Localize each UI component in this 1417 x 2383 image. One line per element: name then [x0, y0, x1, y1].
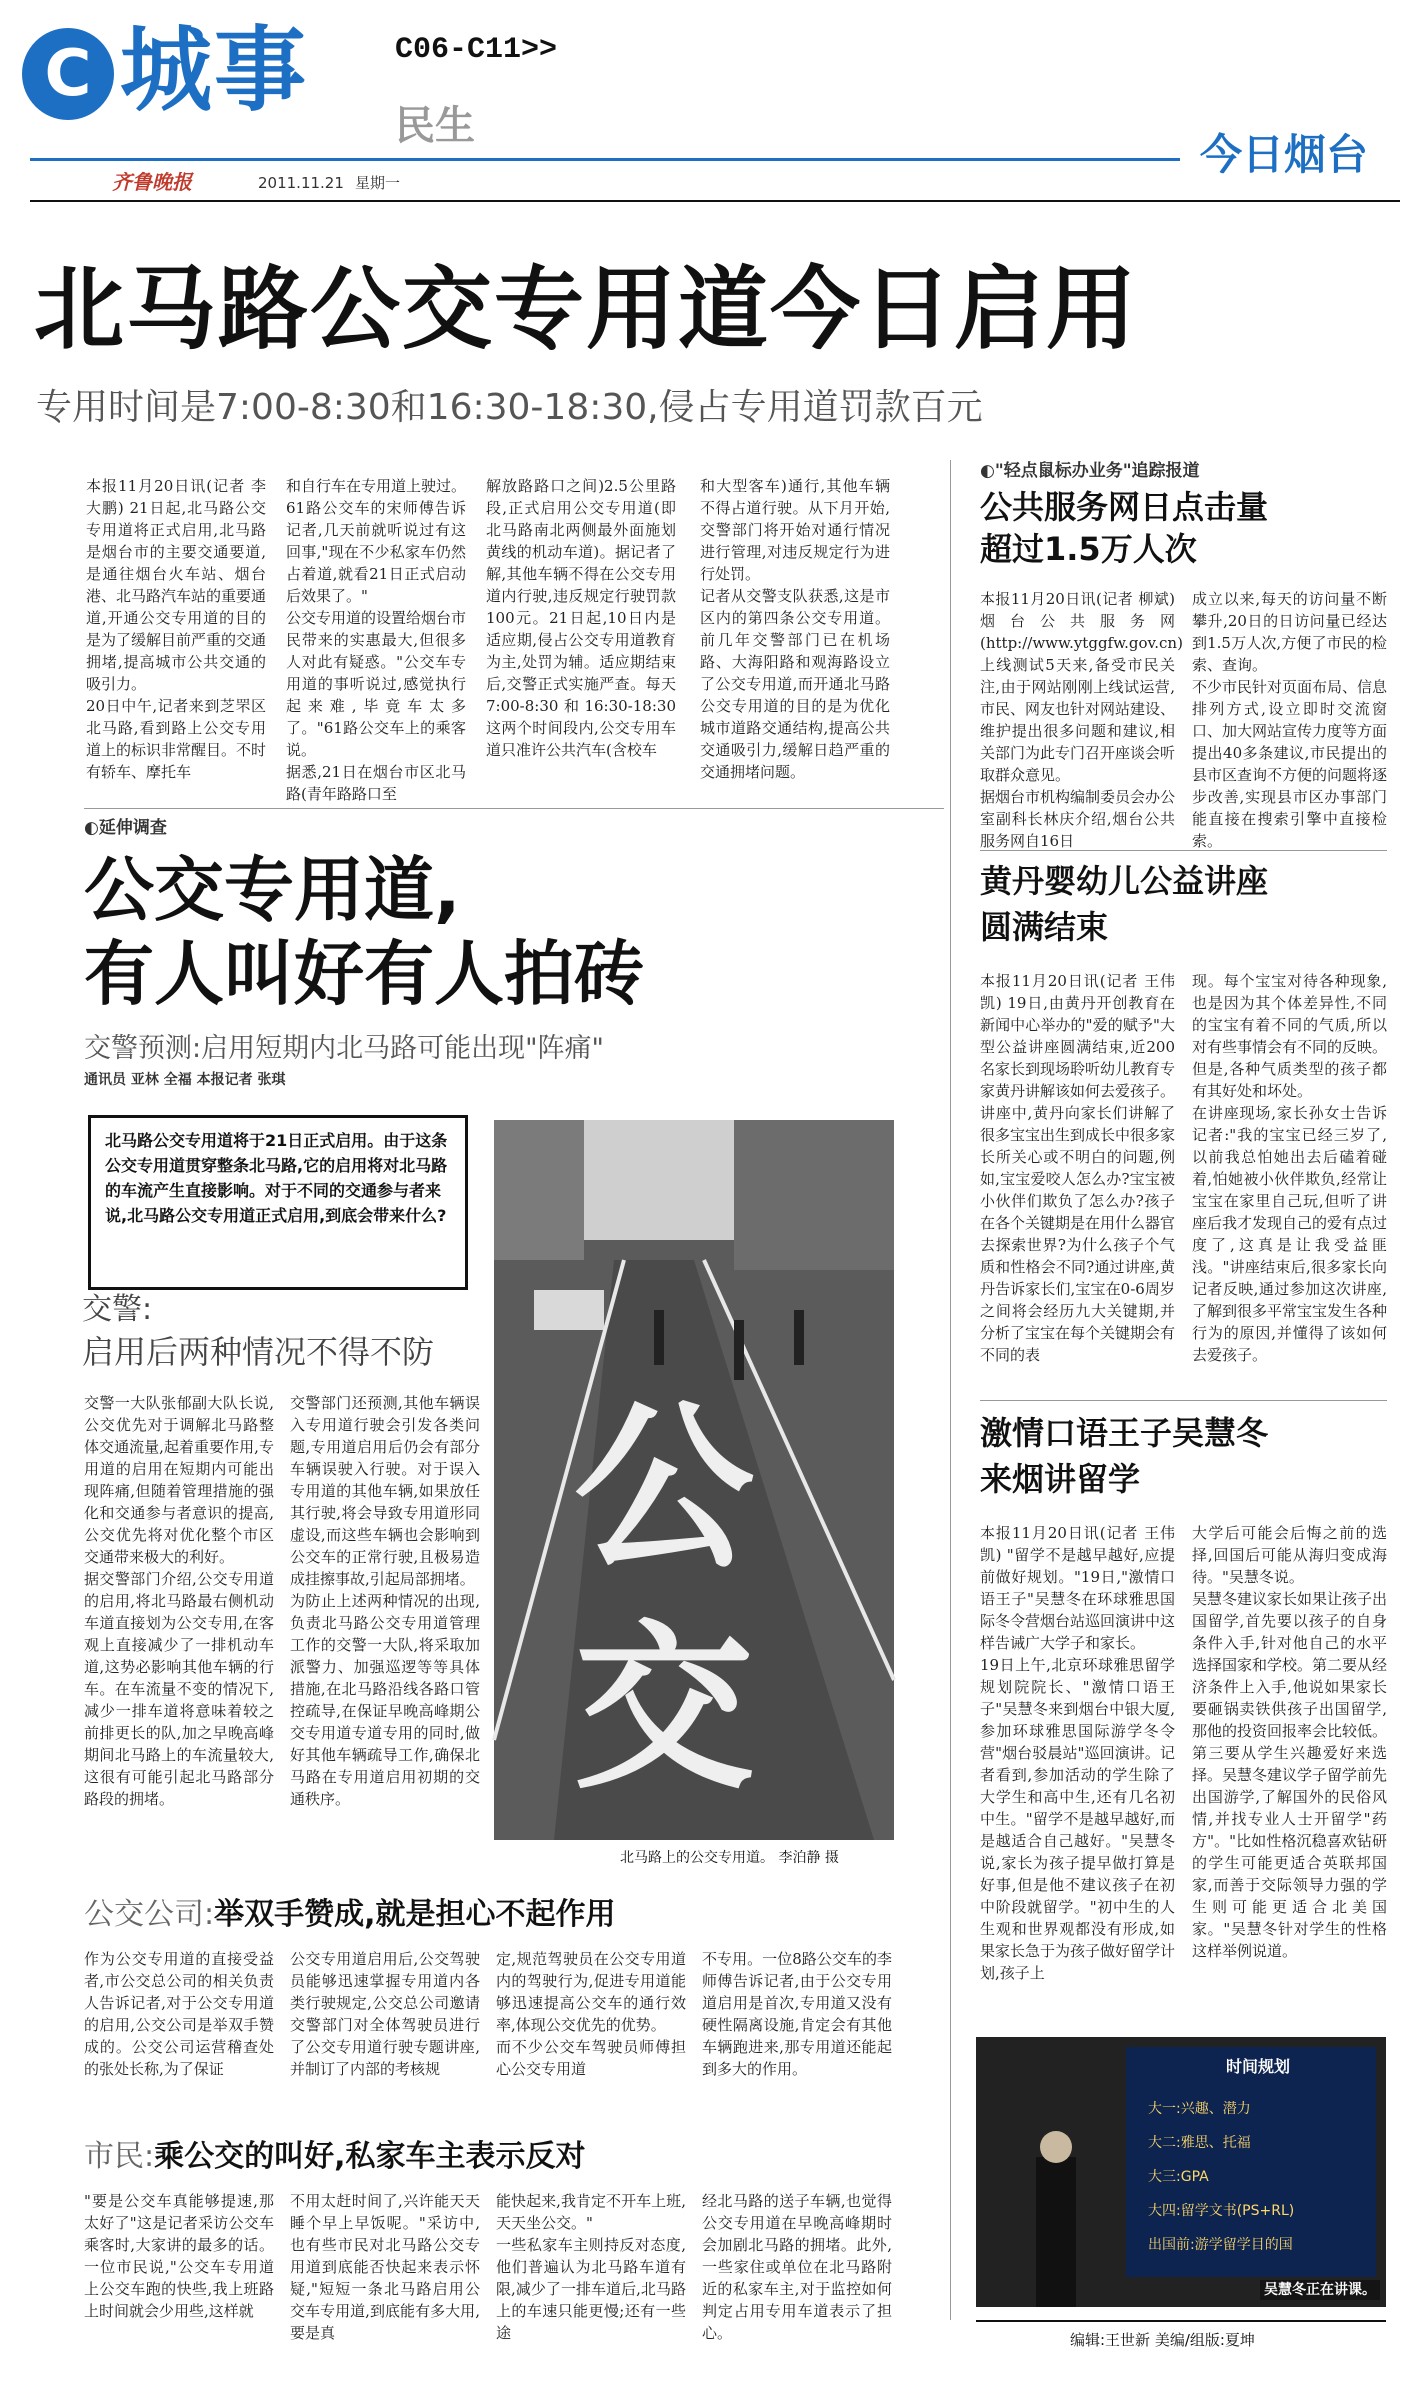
slide-item: 大一:兴趣、潜力 [1148, 2101, 1251, 2117]
bus-company-col-3: 定,规范驾驶员在公交专用道内的驾驶行为,促进专用道能够迅速提高公交车的通行效率,体现公交优先的优势。 而不少公交车驾驶员师傅担心公交专用道 [496, 1950, 686, 2078]
bus-company-col-4: 不专用。一位8路公交车的李师傅告诉记者,由于公交专用道启用是首次,专用道又没有硬性隔离设施,肯定会有其他车辆跑进来,那专用道还能起到多大的作用。 [702, 1950, 892, 2078]
feature-tag: ◐延伸调查 [84, 818, 167, 838]
citizens-col-1: "要是公交车真能够提速,那太好了"这是记者采访公交车乘客时,大家讲的最多的话。一位市民说,"公交车专用道上公交车跑的快些,我上班路上时间就会少用些,这样就 [84, 2192, 274, 2320]
lecture-photo-caption: 吴慧冬正在讲课。 [1260, 2280, 1380, 2300]
bus-company-col-1: 作为公交专用道的直接受益者,市公交总公司的相关负责人告诉记者,对于公交专用道的启用,公交公司是举双手赞成的。公交公司运营稽查处的张处长称,为了保证 [84, 1950, 274, 2078]
police-kicker: 交警: [82, 1292, 153, 1327]
citizens-subtitle [84, 2137, 586, 2177]
slide-item: 出国前:游学留学目的国 [1148, 2237, 1293, 2253]
tracking-tag: ◐"轻点鼠标办业务"追踪报道 [980, 461, 1200, 481]
section-logo-word: 城事 [120, 17, 309, 124]
citizens-col-4: 经北马路的送子车辆,也觉得公交专用道在早晚高峰期时会加剧北马路的拥堵。此外,一些家住或单位在北马路附近的私家车主,对于监控如何判定占用专用车道表示了担心。 [702, 2192, 892, 2342]
slide-list [1148, 2092, 1294, 2262]
masthead-rule [30, 158, 1180, 161]
paper-name: 齐鲁晚报 [112, 170, 192, 194]
right2-title-line1: 黄丹婴幼儿公益讲座 [980, 862, 1269, 900]
lecture-photo [976, 2037, 1386, 2307]
slide-title: 时间规划 [1226, 2057, 1291, 2076]
slide-item: 大三:GPA [1148, 2169, 1209, 2185]
feature-headline [84, 848, 904, 1016]
right1-title [980, 486, 1268, 570]
right1-col-2: 成立以来,每天的访问量不断攀升,20日的日访问量已经达到1.5万人次,方便了市民的检索、查询。 不少市民针对页面布局、信息排列方式,设立即时交流窗口、加大网站宣传力度等方面提出40多条建议,市民提出的县市区查询不方便的问题将逐步改善,实现县市区办事部门能直接在搜索引擎中直接检索。 [1192, 590, 1388, 850]
lead-col-4: 和大型客车)通行,其他车辆不得占道行驶。从下月开始,交警部门将开始对通行情况进行管理,对违反规定行为进行处罚。 记者从交警支队获悉,这是市区内的第四条公交专用道。前几年交警部门已在机场路、大海阳路和观海路设立了公交专用道,而开通北马路公交专用道的目的是为优化城市道路交通结构,提高公共交通吸引力,缓解日趋严重的交通拥堵问题。 [700, 477, 890, 781]
lead-col-3: 解放路路口之间)2.5公里路段,正式启用公交专用道(即北马路南北两侧最外面施划黄线的机动车道)。据记者了解,其他车辆不得在公交专用道内行驶,违反规定行驶罚款100元。21日起,10日内是适应期,侵占公交专用道教育为主,处罚为辅。适应期结束后,交警正式实施严查。每天7:00-8:30和16:30-18:30这两个时间段内,公交专用车道只准许公共汽车(含校车 [486, 477, 676, 759]
slide-item: 大二:雅思、托福 [1148, 2135, 1251, 2151]
tracking-tag-text: "轻点鼠标办业务"追踪报道 [994, 461, 1200, 481]
bus-company-title: 举双手赞成,就是担心不起作用 [214, 1897, 616, 1932]
issue-weekday: 星期一 [355, 174, 401, 192]
story-divider [84, 808, 944, 809]
page-range: C06-C11>> [395, 33, 558, 67]
road-marking-text: 公交 [574, 1385, 745, 1814]
bus-company-kicker: 公交公司: [84, 1897, 215, 1932]
right2-title [980, 858, 1268, 950]
bus-lane-photo [494, 1120, 894, 1840]
right3-title [980, 1410, 1268, 1502]
section-name: 民生 [395, 103, 475, 149]
bus-lane-photo-caption: 北马路上的公交专用道。 李泊静 摄 [620, 1850, 839, 1866]
footer-rule [976, 2320, 1386, 2322]
editor-credit: 编辑:王世新 美编/组版:夏坤 [1070, 2331, 1255, 2349]
bus-company-subtitle [84, 1895, 616, 1935]
citizens-col-2: 不用太赶时间了,兴许能天天睡个早上早饭呢。"采访中,也有些市民对北马路公交专用道到底能否快起来表示怀疑,"短短一条北马路启用公交车专用道,到底能有多大用,要是真 [290, 2192, 480, 2342]
police-col-2: 交警部门还预测,其他车辆误入专用道行驶会引发各类问题,专用道启用后仍会有部分车辆误驶入行驶。对于误入专用道的其他车辆,如果放任其行驶,将会导致专用道形同虚设,而这些车辆也会影响到公交车的正常行驶,且极易造成挂擦事故,引起局部拥堵。 为防止上述两种情况的出现,负责北马路公交专用道管理工作的交警一大队,将采取加派警力、加强巡逻等等具体措施,在北马路沿线各路口管控疏导,在保证早晚高峰期公交专用道专道专用的同时,做好其他车辆疏导工作,确保北马路在专用道启用初期的交通秩序。 [290, 1394, 480, 1808]
column-divider [950, 460, 951, 2320]
bus-company-col-2: 公交专用道启用后,公交驾驶员能够迅速掌握专用道内各类行驶规定,公交总公司邀请交警部门对全体驾驶员进行了公交专用道行驶专题讲座,并制订了内部的考核规 [290, 1950, 480, 2078]
right2-col-1: 本报11月20日讯(记者 王伟凯) 19日,由黄丹开创教育在新闻中心举办的"爱的赋予"大型公益讲座圆满结束,近200名家长到现场聆听幼儿教育专家黄丹讲解该如何去爱孩子。 讲座中,黄丹向家长们讲解了很多宝宝出生到成长中很多家长所关心或不明白的问题,例如,宝宝爱咬人怎么办?宝宝被小伙伴们欺负了怎么办?孩子在各个关键期是在用什么器官去探索世界?为什么孩子个气质和性格会不同?通过讲座,黄丹告诉家长们,宝宝在0-6周岁之间将会经历九大关键期,并分析了宝宝在每个关键期会有不同的表 [980, 972, 1176, 1364]
lead-col-1: 本报11月20日讯(记者 李大鹏) 21日起,北马路公交专用道将正式启用,北马路是烟台市的主要交通要道,是通往烟台火车站、烟台港、北马路汽车站的重要通道,开通公交专用道的目的是为了缓解目前严重的交通拥堵,提高城市公共交通的吸引力。 20日中午,记者来到芝罘区北马路,看到路上公交专用道上的标识非常醒目。不时有轿车、摩托车 [86, 477, 267, 781]
slide-item: 大四:留学文书(PS+RL) [1148, 2203, 1295, 2219]
section-logo-badge: C [22, 28, 114, 120]
right3-title-line1: 激情口语王子吴慧冬 [980, 1414, 1269, 1452]
lead-col-2: 和自行车在专用道上驶过。61路公交车的宋师傅告诉记者,几天前就听说过有这回事,"现在不少私家车仍然占着道,就看21日正式启动后效果了。" 公交专用道的设置给烟台市民带来的实惠最大,但很多人对此有疑惑。"公交车专用道的事听说过,感觉执行起来难,毕竟车太多了。"61路公交车上的乘客说。 据悉,21日在烟台市区北马路(青年路路口至 [286, 477, 467, 803]
citizens-title: 乘公交的叫好,私家车主表示反对 [154, 2139, 586, 2174]
right2-col-2: 现。每个宝宝对待各种现象,也是因为其个体差异性,不同的宝宝有着不同的气质,所以对有些事情会有不同的反映。但是,各种气质类型的孩子都有其好处和坏处。 在讲座现场,家长孙女士告诉记者:"我的宝宝已经三岁了,以前我总怕她出去后磕着碰着,怕她被小伙伴欺负,经常让宝宝在家里自己玩,但听了讲座后我才发现自己的爱有点过度了,这真是让我受益匪浅。"讲座结束后,很多家长向记者反映,通过参加这次讲座,了解到很多平常宝宝发生各种行为的原因,并懂得了该如何去爱孩子。 [1192, 972, 1388, 1364]
police-subtitle: 启用后两种情况不得不防 [82, 1333, 435, 1371]
citizens-col-3: 能快起来,我肯定不开车上班,天天坐公交。" 一些私家车主则持反对态度,他们普遍认为北马路车道有限,减少了一排车道后,北马路上的车速只能更慢;还有一些途 [496, 2192, 686, 2342]
feature-headline-line2: 有人叫好有人拍砖 [84, 933, 644, 1015]
feature-tag-text: 延伸调查 [98, 818, 167, 838]
citizens-kicker: 市民: [84, 2139, 155, 2174]
right2-title-line2: 圆满结束 [980, 908, 1109, 946]
story-divider [980, 1400, 1387, 1401]
right3-col-2: 大学后可能会后悔之前的选择,回国后可能从海归变成海待。"吴慧冬说。 吴慧冬建议家长如果让孩子出国留学,首先要以孩子的自身条件入手,针对他自己的水平选择国家和学校。第二要从经济条件上入手,他说如果家长要砸锅卖铁供孩子出国留学,那他的投资回报率会比较低。第三要从学生兴趣爱好来选择。吴慧冬建议学子留学前先出国游学,了解国外的民俗风情,并找专业人士开留学"药方"。"比如性格沉稳喜欢钻研的学生可能更适合英联邦国家,而善于交际领导力强的学生则可能更适合北美国家。"吴慧冬针对学生的性格这样举例说道。 [1192, 1524, 1388, 1960]
feature-headline-line1: 公交专用道, [84, 849, 461, 931]
right3-title-line2: 来烟讲留学 [980, 1460, 1141, 1498]
right1-col-1: 本报11月20日讯(记者 柳斌) 烟台公共服务网(http://www.ytggfw.gov.cn)上线测试5天来,备受市民关注,由于网站刚刚上线试运营,市民、网友也针对网站建设、维护提出很多问题和建议,相关部门为此专门召开座谈会听取群众意见。 据烟台市机构编制委员会办公室副科长林庆介绍,烟台公共服务网自16日 [980, 590, 1183, 850]
feature-byline: 通讯员 亚林 全福 本报记者 张琪 [84, 1072, 286, 1088]
region-label: 今日烟台 [1200, 130, 1369, 179]
region-rule [30, 200, 1400, 202]
issue-date: 2011.11.21 [258, 174, 344, 192]
story-divider [980, 850, 1387, 851]
right3-col-1: 本报11月20日讯(记者 王伟凯) "留学不是越早越好,应提前做好规划。"19日,"激情口语王子"吴慧冬在环球雅思国际冬令营烟台站巡回演讲中这样告诫广大学子和家长。 19日上午,北京环球雅思留学规划院院长、"激情口语王子"吴慧冬来到烟台中银大厦,参加环球雅思国际游学冬令营"烟台驳晨站"巡回演讲。记者看到,参加活动的学生除了大学生和高中生,还有几名初中生。"留学不是越早越好,而是越适合自己越好。"吴慧冬说,家长为孩子提早做打算是好事,但是他不建议孩子在初中阶段就留学。"初中生的人生观和世界观都没有形成,如果家长急于为孩子做好留学计划,孩子上 [980, 1524, 1176, 1982]
lead-subhead: 专用时间是7:00-8:30和16:30-18:30,侵占专用道罚款百元 [36, 387, 983, 428]
right1-title-line1: 公共服务网日点击量 [980, 488, 1269, 526]
police-col-1: 交警一大队张郁副大队长说,公交优先对于调解北马路整体交通流量,起着重要作用,专用道的启用在短期内可能出现阵痛,但随着管理措施的强化和交通参与者意识的提高,公交优先将对优化整个市区交通带来极大的利好。 据交警部门介绍,公交专用道的启用,将北马路最右侧机动车道直接划为公交专用,在客观上直接减少了一排机动车道,这势必影响其他车辆的行车。在车流量不变的情况下,减少一排车道将意味着较之前排更长的队,加之早晚高峰期间北马路上的车流量较大,这很有可能引起北马路部分路段的拥堵。 [84, 1394, 274, 1808]
right1-title-line2: 超过1.5万人次 [980, 530, 1197, 568]
feature-subhead: 交警预测:启用短期内北马路可能出现"阵痛" [84, 1033, 604, 1064]
lead-headline: 北马路公交专用道今日启用 [34, 257, 1138, 362]
feature-lede-box: 北马路公交专用道将于21日正式启用。由于这条公交专用道贯穿整条北马路,它的启用将对北马路的车流产生直接影响。对于不同的交通参与者来说,北马路公交专用道正式启用,到底会带来什么? [88, 1115, 468, 1290]
